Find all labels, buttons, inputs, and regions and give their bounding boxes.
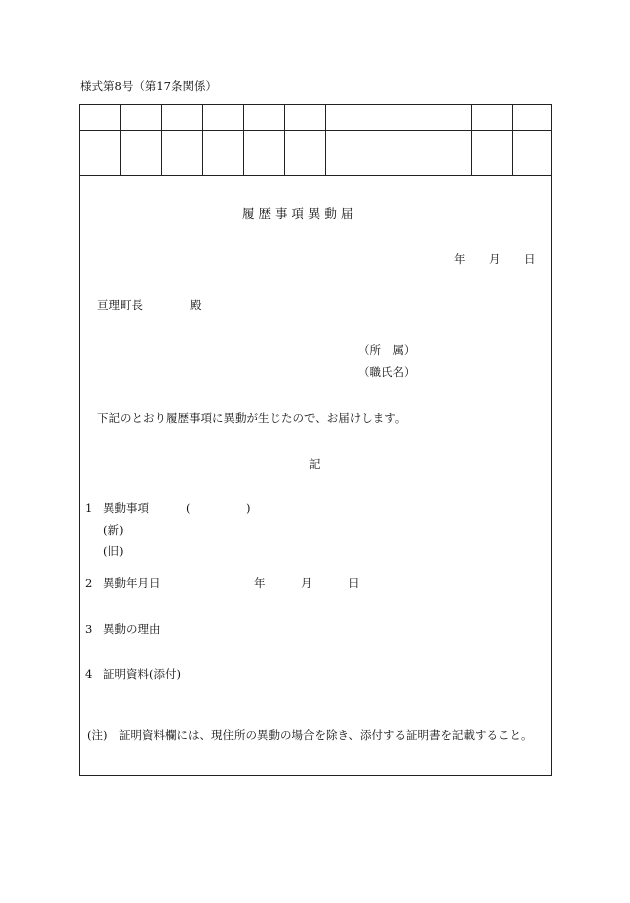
approval-stamp-grid (79, 104, 552, 176)
grid-row-divider (80, 130, 551, 131)
position-name-label: （職氏名） (358, 365, 416, 379)
date-month-label: 月 (489, 252, 501, 266)
item2-month-label: 月 (301, 576, 313, 590)
item3-number: 3 (85, 622, 93, 636)
intro-text: 下記のとおり履歴事項に異動が生じたので、お届けします。 (97, 411, 407, 425)
grid-column-divider (161, 105, 162, 175)
grid-column-divider (120, 105, 121, 175)
affiliation-label: （所 属） (358, 343, 416, 357)
grid-column-divider (471, 105, 472, 175)
item4-label: 証明資料(添付) (103, 667, 181, 681)
item2-year-label: 年 (254, 576, 266, 590)
addressee-name: 亘理町長 (97, 298, 143, 312)
form-body (79, 175, 552, 776)
item3-label: 異動の理由 (103, 622, 161, 636)
addressee-honorific: 殿 (190, 298, 202, 312)
note-text: (注) 証明資料欄には、現住所の異動の場合を除き、添付する証明書を記載すること。 (87, 728, 533, 742)
item2-number: 2 (85, 576, 93, 590)
item1-paren-close: ) (246, 501, 251, 515)
form-title: 履 歴 事 項 異 動 届 (242, 206, 354, 221)
item1-old-label: (旧) (103, 544, 124, 558)
item1-paren-open: ( (186, 501, 191, 515)
grid-column-divider (202, 105, 203, 175)
item1-label: 異動事項 (103, 501, 149, 515)
item1-number: 1 (85, 501, 93, 515)
item2-label: 異動年月日 (103, 576, 161, 590)
ki-heading: 記 (309, 457, 321, 471)
grid-column-divider (243, 105, 244, 175)
item2-day-label: 日 (348, 576, 360, 590)
item1-new-label: (新) (103, 523, 124, 537)
form-number-label: 様式第8号（第17条関係） (80, 79, 217, 93)
date-year-label: 年 (454, 252, 466, 266)
grid-column-divider (325, 105, 326, 175)
date-day-label: 日 (524, 252, 536, 266)
item4-number: 4 (85, 667, 93, 681)
grid-column-divider (512, 105, 513, 175)
grid-column-divider (284, 105, 285, 175)
